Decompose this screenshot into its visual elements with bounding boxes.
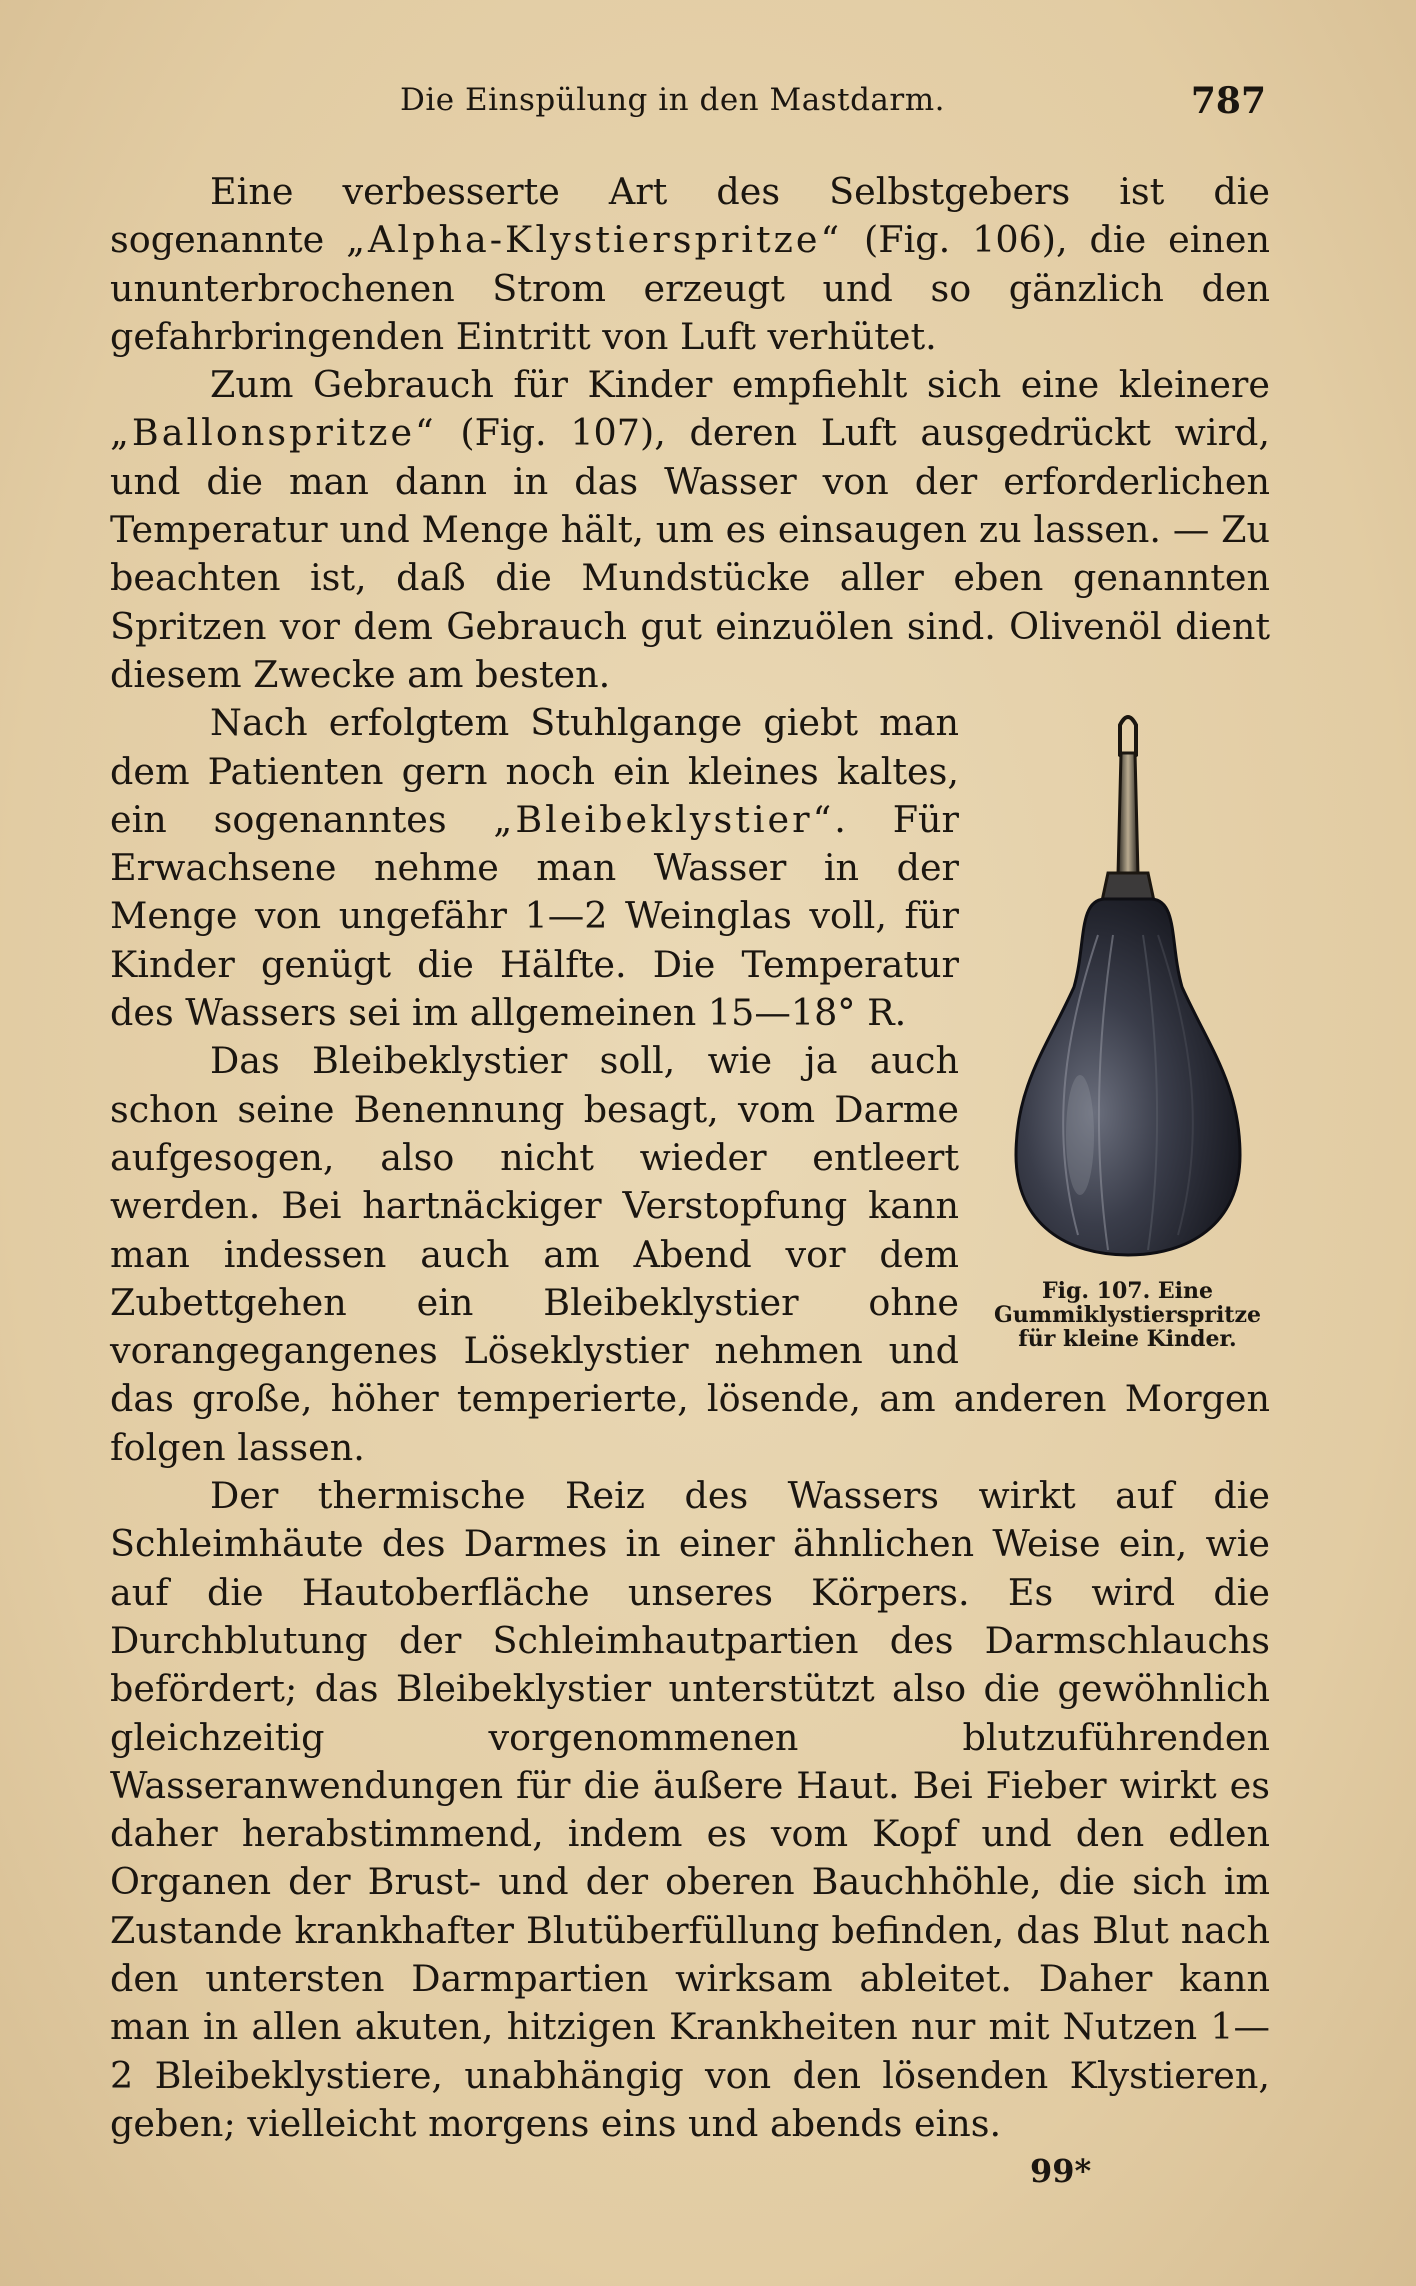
paragraph-2-text-b: (Fig. 107), deren Luft ausgedrückt wird, und die man dann in das Wasser von der erforderlichen Temperatur und Menge hält, um es einsaugen zu lassen. — Zu beachten ist, daß die Mundstücke aller eben genannten Spritzen vor dem Gebrauch gut einzuölen sind. Olivenöl dient diesem Zwecke am besten. — [110, 411, 1270, 696]
paragraph-3-text-b: . Für Erwachsene nehme man Wasser in der Menge von ungefähr 1—2 Weinglas voll, für Kinder genügt die Hälfte. Die Temperatur des Wassers sei im allgemeinen 15—18° R. — [110, 797, 959, 1035]
signature-mark: 99* — [1030, 2152, 1092, 2190]
paragraph-2 — [110, 361, 1270, 699]
paragraph-3-emphasis: „Bleibeklystier“ — [493, 797, 835, 841]
paragraph-5: Der thermische Reiz des Wassers wirkt auf die Schleimhäute des Darmes in einer ähnlichen Weise ein, wie auf die Hautoberfläche unseres Körpers. Es wird die Durchblutung der Schleimhautpartien des Darmschlauchs befördert; das Bleibeklystier unterstützt also die gewöhnlich gleichzeitig vorgenommenen blutzuführenden Wasseranwendungen für die äußere Haut. Bei Fieber wirkt es daher herabstimmend, indem es vom Kopf und den edlen Organen der Brust- und der oberen Bauchhöhle, die sich im Zustande krankhafter Blutüberfüllung befinden, das Blut nach den untersten Darmpartien wirksam ableitet. Daher kann man in allen akuten, hitzigen Krankheiten nur mit Nutzen 1—2 Bleibeklystiere, unabhängig von den lösenden Klystieren, geben; vielleicht morgens eins und abends eins. — [110, 1474, 1270, 2145]
page-number: 787 — [1190, 80, 1266, 122]
paragraph-2-text-a: Zum Gebrauch für Kinder empfiehlt sich eine kleinere — [210, 363, 1270, 407]
paragraph-1 — [110, 168, 1270, 361]
figure-caption: Fig. 107. Eine Gummiklystierspritze für kleine Kinder. — [994, 1278, 1261, 1353]
paragraph-1-text-b: (Fig. 106), die einen ununterbrochenen Strom erzeugt und so gänzlich den gefahrbringenden Eintritt von Luft verhütet. — [110, 218, 1271, 358]
paragraph-1-emphasis: „Alpha-Klystierspritze“ — [346, 218, 843, 262]
body-text — [110, 168, 1270, 2148]
running-title: Die Einspülung in den Mastdarm. — [400, 82, 945, 118]
paragraph-3-text-a: Nach erfolgtem Stuhlgange giebt man dem Patienten gern noch ein kleines kaltes, ein sogenanntes — [110, 701, 959, 841]
paragraph-1-text-a: Eine verbesserte Art des Selbstgebers ist die sogenannte — [110, 170, 1270, 262]
paragraph-4: Das Bleibeklystier soll, wie ja auch schon seine Benennung besagt, vom Darme aufgesogen, also nicht wieder entleert werden. Bei hartnäckiger Verstopfung kann man indessen auch am Abend vor dem Zubettgehen ein Bleibeklystier ohne vorangegangenes Löseklystier nehmen und das große, höher temperierte, lösende, am anderen Morgen folgen lassen. — [110, 1039, 1270, 1469]
paragraph-2-emphasis: „Ballonspritze“ — [110, 411, 437, 455]
figure-107 — [985, 705, 1270, 1351]
ballon-syringe-illustration — [1008, 705, 1248, 1265]
